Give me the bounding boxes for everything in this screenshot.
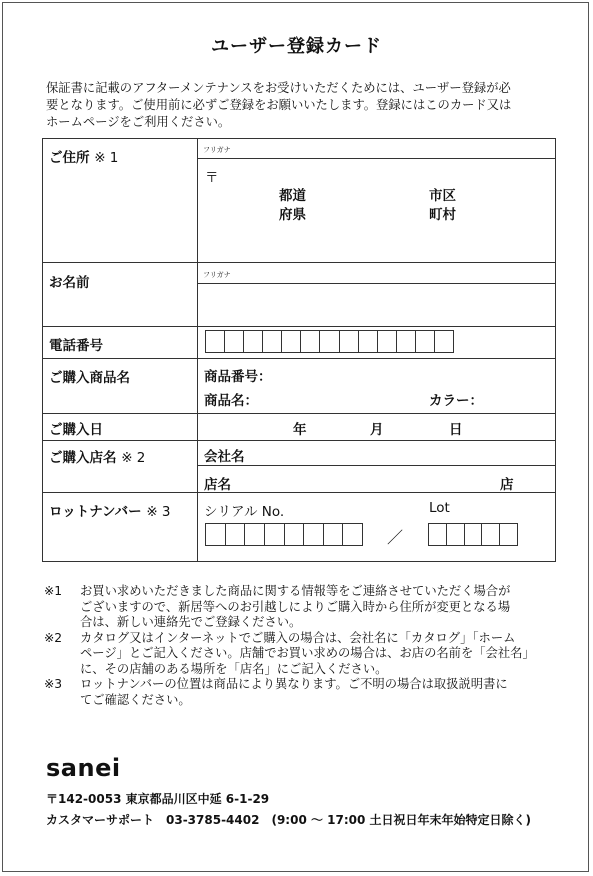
product-label: ご購入商品名 [49, 370, 130, 386]
company-address: 〒142-0053 東京都品川区中延 6-1-29 [46, 792, 270, 806]
brand-logo: sanei [46, 754, 121, 782]
store-label: ご購入店名 ※ 2 [49, 450, 146, 466]
product-number-label: 商品番号： [204, 369, 272, 385]
lot-number-boxes[interactable] [428, 523, 518, 546]
customer-support-line: カスタマーサポート 03-3785-4402 (9:00 ～ 17:00 土日祝日年末年始特定日除く) [46, 813, 532, 827]
footnote-mark: ※1 [44, 584, 63, 598]
row-divider [43, 262, 555, 263]
pref-label-2: 府県 [279, 207, 306, 223]
serial-number-boxes[interactable] [205, 523, 363, 546]
city-label-1: 市区 [429, 188, 456, 204]
city-label-2: 町村 [429, 207, 456, 223]
row-divider [43, 492, 555, 493]
row-divider [43, 440, 555, 441]
intro-text [46, 80, 566, 131]
footnote-2: ※2 カタログ又はインターネットでご購入の場合は、会社名に「カタログ」「ホーム ページ」とご記入ください。店舗でお買い求めの場合は、お店の名前を「会社名」 に、その店舗のある場所を「店名」にご記入ください。 [44, 630, 535, 676]
intro-line: 要となります。ご使用前に必ずご登録をお願いいたします。登録にはこのカード又は [46, 98, 512, 112]
address-label: ご住所 ※ 1 [49, 150, 119, 166]
footnotes [44, 584, 574, 708]
day-label: 日 [449, 422, 463, 438]
address-furigana-label: フリガナ [203, 146, 231, 154]
intro-line: 保証書に記載のアフターメンテナンスをお受けいただくためには、ユーザー登録が必 [46, 81, 511, 95]
phone-label: 電話番号 [49, 338, 103, 354]
footnote-mark: ※3 [44, 677, 63, 691]
page-title: ユーザー登録カード [211, 36, 382, 57]
serial-number-label: シリアル No. [204, 504, 285, 520]
serial-lot-separator: ／ [387, 528, 404, 547]
footnote-1: ※1 お買い求めいただきました商品に関する情報等をご連絡させていただく場合が ございますので、新居等へのお引越しによりご購入時から住所が変更となる場 合は、新しい連絡先でご登録ください。 [44, 584, 511, 629]
name-field[interactable] [198, 284, 555, 326]
row-divider [43, 358, 555, 359]
store-name-label: 店名 [204, 477, 231, 493]
month-label: 月 [370, 422, 384, 438]
store-divider [197, 465, 555, 466]
purchase-date-label: ご購入日 [49, 422, 103, 438]
pref-label-1: 都道 [279, 188, 306, 204]
address-field[interactable] [198, 159, 555, 262]
row-divider [43, 413, 555, 414]
footnote-3: ※3 ロットナンバーの位置は商品により異なります。ご不明の場合は取扱説明書に てご確認ください。 [44, 677, 508, 707]
name-label: お名前 [49, 275, 90, 291]
lot-number-label: ロットナンバー ※ 3 [49, 504, 171, 520]
postal-mark: 〒 [205, 170, 219, 186]
product-color-label: カラー： [429, 393, 483, 409]
intro-line: ホームページをご利用ください。 [46, 115, 231, 129]
company-label: 会社名 [204, 449, 245, 465]
row-divider [43, 326, 555, 327]
year-label: 年 [293, 422, 307, 438]
name-furigana-label: フリガナ [203, 271, 231, 279]
product-name-label: 商品名： [204, 393, 258, 409]
lot-label: Lot [429, 500, 450, 516]
store-suffix: 店 [500, 477, 514, 493]
phone-number-boxes[interactable] [205, 330, 454, 353]
footnote-mark: ※2 [44, 630, 63, 645]
registration-form [42, 138, 556, 562]
